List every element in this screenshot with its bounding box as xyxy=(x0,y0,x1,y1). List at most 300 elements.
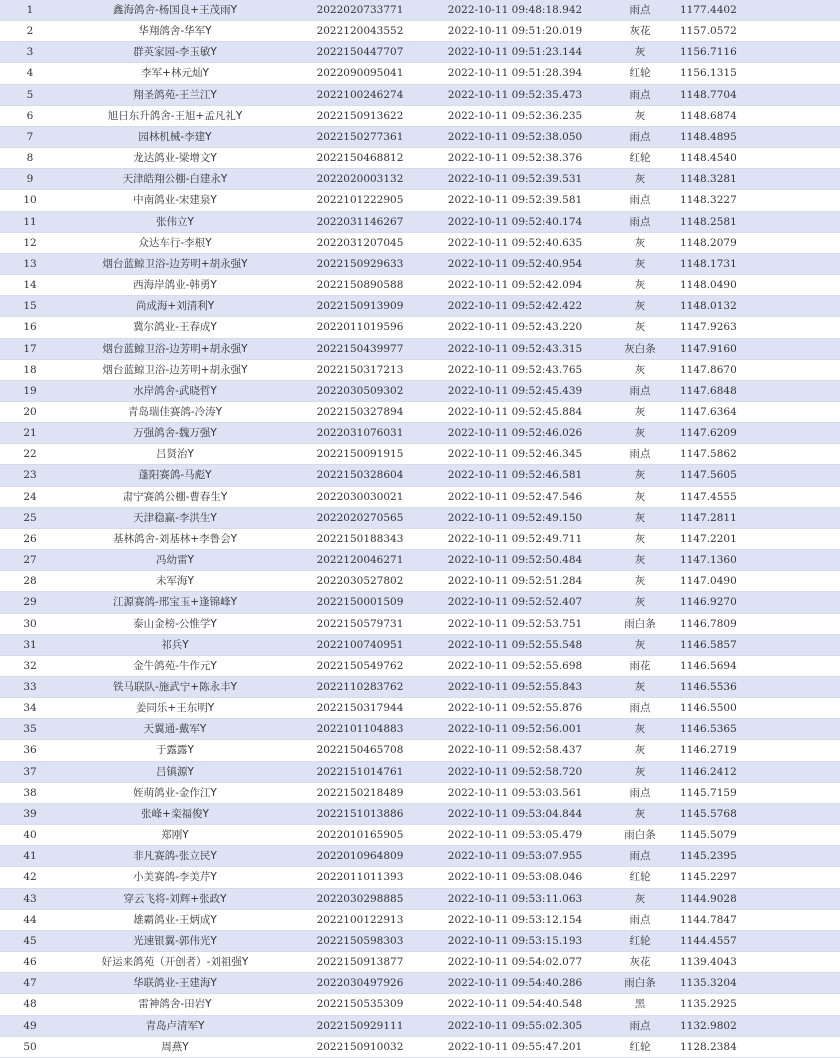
table-row xyxy=(0,148,840,169)
owner-name-cell: 万强鸽舍-魏万强Y xyxy=(60,423,290,444)
owner-name-cell: 好运来鸽苑（开创者）-刘祖强Y xyxy=(60,952,290,973)
owner-name-cell: 龙达鸽业-梁增文Y xyxy=(60,148,290,169)
rank-cell: 6 xyxy=(0,105,60,126)
owner-name-cell: 水岸鸽舍-武晓哲Y xyxy=(60,380,290,401)
ring-number-cell: 2022020733771 xyxy=(290,0,430,21)
rank-cell: 27 xyxy=(0,550,60,571)
ring-number-cell: 2022150913622 xyxy=(290,105,430,126)
feather-color-cell: 灰 xyxy=(600,359,680,380)
arrival-time-cell: 2022-10-11 09:53:07.955 xyxy=(430,846,600,867)
speed-cell: 1145.7159 xyxy=(680,782,840,803)
feather-color-cell: 雨点 xyxy=(600,698,680,719)
table-row xyxy=(0,190,840,211)
speed-cell: 1147.8670 xyxy=(680,359,840,380)
arrival-time-cell: 2022-10-11 09:52:46.345 xyxy=(430,444,600,465)
owner-name-cell: 吕镇源Y xyxy=(60,761,290,782)
ring-number-cell: 2022031146267 xyxy=(290,211,430,232)
rank-cell: 48 xyxy=(0,994,60,1015)
rank-cell: 2 xyxy=(0,21,60,42)
arrival-time-cell: 2022-10-11 09:52:43.315 xyxy=(430,338,600,359)
feather-color-cell: 灰 xyxy=(600,232,680,253)
feather-color-cell: 灰 xyxy=(600,803,680,824)
feather-color-cell: 灰 xyxy=(600,528,680,549)
rank-cell: 14 xyxy=(0,275,60,296)
ring-number-cell: 2022150913909 xyxy=(290,296,430,317)
rank-cell: 10 xyxy=(0,190,60,211)
arrival-time-cell: 2022-10-11 09:52:40.954 xyxy=(430,253,600,274)
feather-color-cell: 红轮 xyxy=(600,63,680,84)
speed-cell: 1147.9160 xyxy=(680,338,840,359)
speed-cell: 1135.3204 xyxy=(680,973,840,994)
speed-cell: 1147.6209 xyxy=(680,423,840,444)
owner-name-cell: 雷神鸽舍-田岩Y xyxy=(60,994,290,1015)
speed-cell: 1148.3281 xyxy=(680,169,840,190)
rank-cell: 25 xyxy=(0,507,60,528)
rank-cell: 3 xyxy=(0,42,60,63)
arrival-time-cell: 2022-10-11 09:52:51.284 xyxy=(430,571,600,592)
table-row xyxy=(0,655,840,676)
rank-cell: 20 xyxy=(0,401,60,422)
table-row xyxy=(0,952,840,973)
ring-number-cell: 2022150929633 xyxy=(290,253,430,274)
table-row xyxy=(0,698,840,719)
owner-name-cell: 吕贤治Y xyxy=(60,444,290,465)
arrival-time-cell: 2022-10-11 09:53:15.193 xyxy=(430,930,600,951)
ring-number-cell: 2022150001509 xyxy=(290,592,430,613)
rank-cell: 49 xyxy=(0,1015,60,1036)
table-row xyxy=(0,761,840,782)
feather-color-cell: 雨点 xyxy=(600,0,680,21)
arrival-time-cell: 2022-10-11 09:52:38.050 xyxy=(430,126,600,147)
feather-color-cell: 雨点 xyxy=(600,84,680,105)
owner-name-cell: 祁兵Y xyxy=(60,634,290,655)
owner-name-cell: 青岛瑞佳赛鸽-冷涛Y xyxy=(60,401,290,422)
rank-cell: 50 xyxy=(0,1036,60,1057)
table-row xyxy=(0,401,840,422)
speed-cell: 1147.6848 xyxy=(680,380,840,401)
arrival-time-cell: 2022-10-11 09:52:55.548 xyxy=(430,634,600,655)
feather-color-cell: 黑 xyxy=(600,994,680,1015)
ring-number-cell: 2022110283762 xyxy=(290,677,430,698)
arrival-time-cell: 2022-10-11 09:51:23.144 xyxy=(430,42,600,63)
feather-color-cell: 雨点 xyxy=(600,1015,680,1036)
arrival-time-cell: 2022-10-11 09:52:52.407 xyxy=(430,592,600,613)
table-row xyxy=(0,803,840,824)
feather-color-cell: 雨点 xyxy=(600,444,680,465)
owner-name-cell: 冯幼雷Y xyxy=(60,550,290,571)
table-row xyxy=(0,253,840,274)
arrival-time-cell: 2022-10-11 09:52:36.235 xyxy=(430,105,600,126)
feather-color-cell: 灰 xyxy=(600,507,680,528)
arrival-time-cell: 2022-10-11 09:51:28.394 xyxy=(430,63,600,84)
ring-number-cell: 2022120043552 xyxy=(290,21,430,42)
feather-color-cell: 灰 xyxy=(600,105,680,126)
owner-name-cell: 张伟立Y xyxy=(60,211,290,232)
speed-cell: 1146.5694 xyxy=(680,655,840,676)
speed-cell: 1145.5079 xyxy=(680,825,840,846)
arrival-time-cell: 2022-10-11 09:52:49.711 xyxy=(430,528,600,549)
rank-cell: 43 xyxy=(0,888,60,909)
speed-cell: 1128.2384 xyxy=(680,1036,840,1057)
ring-number-cell: 2022150913877 xyxy=(290,952,430,973)
table-row xyxy=(0,740,840,761)
feather-color-cell: 雨点 xyxy=(600,211,680,232)
arrival-time-cell: 2022-10-11 09:53:11.063 xyxy=(430,888,600,909)
feather-color-cell: 灰 xyxy=(600,719,680,740)
table-row xyxy=(0,1036,840,1057)
table-row xyxy=(0,84,840,105)
owner-name-cell: 李军+林元灿Y xyxy=(60,63,290,84)
speed-cell: 1146.5500 xyxy=(680,698,840,719)
arrival-time-cell: 2022-10-11 09:54:40.548 xyxy=(430,994,600,1015)
speed-cell: 1144.7847 xyxy=(680,909,840,930)
owner-name-cell: 基林鸽舍-刘基林+李鲁会Y xyxy=(60,528,290,549)
owner-name-cell: 江源赛鸽-邢宝玉+逢锦峰Y xyxy=(60,592,290,613)
speed-cell: 1146.5857 xyxy=(680,634,840,655)
ring-number-cell: 2022030509302 xyxy=(290,380,430,401)
arrival-time-cell: 2022-10-11 09:52:42.422 xyxy=(430,296,600,317)
speed-cell: 1147.2811 xyxy=(680,507,840,528)
speed-cell: 1146.9270 xyxy=(680,592,840,613)
table-row xyxy=(0,909,840,930)
ring-number-cell: 2022151014761 xyxy=(290,761,430,782)
feather-color-cell: 雨白条 xyxy=(600,825,680,846)
table-row xyxy=(0,359,840,380)
ring-number-cell: 2022030497926 xyxy=(290,973,430,994)
rank-cell: 5 xyxy=(0,84,60,105)
table-row xyxy=(0,21,840,42)
ring-number-cell: 2022150579731 xyxy=(290,613,430,634)
feather-color-cell: 红轮 xyxy=(600,148,680,169)
arrival-time-cell: 2022-10-11 09:52:55.698 xyxy=(430,655,600,676)
speed-cell: 1146.2719 xyxy=(680,740,840,761)
speed-cell: 1148.3227 xyxy=(680,190,840,211)
table-row xyxy=(0,169,840,190)
rank-cell: 42 xyxy=(0,867,60,888)
speed-cell: 1148.4895 xyxy=(680,126,840,147)
rank-cell: 15 xyxy=(0,296,60,317)
speed-cell: 1146.5365 xyxy=(680,719,840,740)
rank-cell: 18 xyxy=(0,359,60,380)
ring-number-cell: 2022101104883 xyxy=(290,719,430,740)
speed-cell: 1147.5862 xyxy=(680,444,840,465)
speed-cell: 1147.5605 xyxy=(680,465,840,486)
ring-number-cell: 2022150218489 xyxy=(290,782,430,803)
speed-cell: 1148.0490 xyxy=(680,275,840,296)
owner-name-cell: 未军海Y xyxy=(60,571,290,592)
rank-cell: 28 xyxy=(0,571,60,592)
rank-cell: 40 xyxy=(0,825,60,846)
arrival-time-cell: 2022-10-11 09:51:20.019 xyxy=(430,21,600,42)
feather-color-cell: 灰 xyxy=(600,888,680,909)
ring-number-cell: 2022100122913 xyxy=(290,909,430,930)
table-row xyxy=(0,867,840,888)
rank-cell: 41 xyxy=(0,846,60,867)
ring-number-cell: 2022150890588 xyxy=(290,275,430,296)
ring-number-cell: 2022031207045 xyxy=(290,232,430,253)
ring-number-cell: 2022010964809 xyxy=(290,846,430,867)
speed-cell: 1147.9263 xyxy=(680,317,840,338)
owner-name-cell: 中南鸽业-宋建泉Y xyxy=(60,190,290,211)
owner-name-cell: 群英家园-李玉敏Y xyxy=(60,42,290,63)
table-row xyxy=(0,825,840,846)
table-row xyxy=(0,719,840,740)
arrival-time-cell: 2022-10-11 09:53:08.046 xyxy=(430,867,600,888)
table-row xyxy=(0,592,840,613)
ring-number-cell: 2022010165905 xyxy=(290,825,430,846)
ring-number-cell: 2022150091915 xyxy=(290,444,430,465)
speed-cell: 1148.1731 xyxy=(680,253,840,274)
table-row xyxy=(0,380,840,401)
arrival-time-cell: 2022-10-11 09:52:58.720 xyxy=(430,761,600,782)
owner-name-cell: 穿云飞将-刘辉+张政Y xyxy=(60,888,290,909)
owner-name-cell: 天津皓翔公棚-白建永Y xyxy=(60,169,290,190)
feather-color-cell: 雨白条 xyxy=(600,613,680,634)
feather-color-cell: 雨点 xyxy=(600,782,680,803)
rank-cell: 36 xyxy=(0,740,60,761)
owner-name-cell: 铁马联队-施武宁+陈永丰Y xyxy=(60,677,290,698)
table-row xyxy=(0,550,840,571)
arrival-time-cell: 2022-10-11 09:53:03.561 xyxy=(430,782,600,803)
ring-number-cell: 2022150188343 xyxy=(290,528,430,549)
owner-name-cell: 众达车行-李根Y xyxy=(60,232,290,253)
arrival-time-cell: 2022-10-11 09:52:47.546 xyxy=(430,486,600,507)
table-row xyxy=(0,571,840,592)
feather-color-cell: 灰 xyxy=(600,296,680,317)
table-row xyxy=(0,338,840,359)
arrival-time-cell: 2022-10-11 09:52:40.174 xyxy=(430,211,600,232)
arrival-time-cell: 2022-10-11 09:52:39.531 xyxy=(430,169,600,190)
arrival-time-cell: 2022-10-11 09:54:02.077 xyxy=(430,952,600,973)
feather-color-cell: 灰 xyxy=(600,761,680,782)
table-row xyxy=(0,423,840,444)
table-row xyxy=(0,888,840,909)
table-row xyxy=(0,317,840,338)
feather-color-cell: 雨点 xyxy=(600,846,680,867)
feather-color-cell: 雨花 xyxy=(600,655,680,676)
owner-name-cell: 郑刚Y xyxy=(60,825,290,846)
owner-name-cell: 园林机械-李建Y xyxy=(60,126,290,147)
feather-color-cell: 灰 xyxy=(600,253,680,274)
ring-number-cell: 2022150468812 xyxy=(290,148,430,169)
feather-color-cell: 灰 xyxy=(600,423,680,444)
arrival-time-cell: 2022-10-11 09:52:58.437 xyxy=(430,740,600,761)
arrival-time-cell: 2022-10-11 09:52:45.439 xyxy=(430,380,600,401)
arrival-time-cell: 2022-10-11 09:52:46.581 xyxy=(430,465,600,486)
rank-cell: 22 xyxy=(0,444,60,465)
ring-number-cell: 2022150277361 xyxy=(290,126,430,147)
owner-name-cell: 蓬阳赛鸽-马彪Y xyxy=(60,465,290,486)
speed-cell: 1135.2925 xyxy=(680,994,840,1015)
table-row xyxy=(0,444,840,465)
speed-cell: 1147.4555 xyxy=(680,486,840,507)
ring-number-cell: 2022150447707 xyxy=(290,42,430,63)
speed-cell: 1148.7704 xyxy=(680,84,840,105)
table-row xyxy=(0,275,840,296)
arrival-time-cell: 2022-10-11 09:55:02.305 xyxy=(430,1015,600,1036)
arrival-time-cell: 2022-10-11 09:52:55.876 xyxy=(430,698,600,719)
ring-number-cell: 2022030030021 xyxy=(290,486,430,507)
feather-color-cell: 灰 xyxy=(600,42,680,63)
table-row xyxy=(0,846,840,867)
ring-number-cell: 2022031076031 xyxy=(290,423,430,444)
arrival-time-cell: 2022-10-11 09:52:50.484 xyxy=(430,550,600,571)
speed-cell: 1144.9028 xyxy=(680,888,840,909)
feather-color-cell: 雨点 xyxy=(600,380,680,401)
arrival-time-cell: 2022-10-11 09:54:40.286 xyxy=(430,973,600,994)
table-row xyxy=(0,486,840,507)
ring-number-cell: 2022150317213 xyxy=(290,359,430,380)
table-row xyxy=(0,634,840,655)
table-row xyxy=(0,105,840,126)
arrival-time-cell: 2022-10-11 09:52:46.026 xyxy=(430,423,600,444)
arrival-time-cell: 2022-10-11 09:52:45.884 xyxy=(430,401,600,422)
arrival-time-cell: 2022-10-11 09:55:47.201 xyxy=(430,1036,600,1057)
ring-number-cell: 2022020270565 xyxy=(290,507,430,528)
speed-cell: 1139.4043 xyxy=(680,952,840,973)
ring-number-cell: 2022100740951 xyxy=(290,634,430,655)
ring-number-cell: 2022150535309 xyxy=(290,994,430,1015)
owner-name-cell: 非凡赛鸽-张立民Y xyxy=(60,846,290,867)
table-row xyxy=(0,42,840,63)
rank-cell: 39 xyxy=(0,803,60,824)
ring-number-cell: 2022150549762 xyxy=(290,655,430,676)
feather-color-cell: 雨点 xyxy=(600,190,680,211)
speed-cell: 1147.0490 xyxy=(680,571,840,592)
rank-cell: 16 xyxy=(0,317,60,338)
speed-cell: 1145.2395 xyxy=(680,846,840,867)
owner-name-cell: 姪萌鸽业-金作江Y xyxy=(60,782,290,803)
rank-cell: 13 xyxy=(0,253,60,274)
rank-cell: 35 xyxy=(0,719,60,740)
rank-cell: 9 xyxy=(0,169,60,190)
owner-name-cell: 雄霸鸽业-王炳成Y xyxy=(60,909,290,930)
speed-cell: 1156.1315 xyxy=(680,63,840,84)
feather-color-cell: 红轮 xyxy=(600,930,680,951)
rank-cell: 29 xyxy=(0,592,60,613)
table-row xyxy=(0,296,840,317)
rank-cell: 45 xyxy=(0,930,60,951)
speed-cell: 1157.0572 xyxy=(680,21,840,42)
arrival-time-cell: 2022-10-11 09:52:38.376 xyxy=(430,148,600,169)
rank-cell: 32 xyxy=(0,655,60,676)
feather-color-cell: 雨点 xyxy=(600,909,680,930)
speed-cell: 1148.4540 xyxy=(680,148,840,169)
owner-name-cell: 姜同乐+王东明Y xyxy=(60,698,290,719)
table-row xyxy=(0,930,840,951)
ring-number-cell: 2022151013886 xyxy=(290,803,430,824)
feather-color-cell: 灰花 xyxy=(600,952,680,973)
rank-cell: 12 xyxy=(0,232,60,253)
ring-number-cell: 2022011011393 xyxy=(290,867,430,888)
feather-color-cell: 红轮 xyxy=(600,867,680,888)
rank-cell: 44 xyxy=(0,909,60,930)
speed-cell: 1146.5536 xyxy=(680,677,840,698)
table-row xyxy=(0,1015,840,1036)
speed-cell: 1145.5768 xyxy=(680,803,840,824)
feather-color-cell: 灰花 xyxy=(600,21,680,42)
arrival-time-cell: 2022-10-11 09:52:43.220 xyxy=(430,317,600,338)
feather-color-cell: 灰 xyxy=(600,592,680,613)
speed-cell: 1146.7809 xyxy=(680,613,840,634)
speed-cell: 1132.9802 xyxy=(680,1015,840,1036)
feather-color-cell: 灰白条 xyxy=(600,338,680,359)
arrival-time-cell: 2022-10-11 09:52:39.581 xyxy=(430,190,600,211)
table-row xyxy=(0,0,840,21)
table-row xyxy=(0,994,840,1015)
owner-name-cell: 金牛鸽苑-牛作元Y xyxy=(60,655,290,676)
ring-number-cell: 2022150465708 xyxy=(290,740,430,761)
arrival-time-cell: 2022-10-11 09:48:18.942 xyxy=(430,0,600,21)
feather-color-cell: 灰 xyxy=(600,571,680,592)
arrival-time-cell: 2022-10-11 09:53:12.154 xyxy=(430,909,600,930)
ring-number-cell: 2022150929111 xyxy=(290,1015,430,1036)
feather-color-cell: 灰 xyxy=(600,634,680,655)
table-row xyxy=(0,528,840,549)
ring-number-cell: 2022030298885 xyxy=(290,888,430,909)
owner-name-cell: 张峰+栾福俊Y xyxy=(60,803,290,824)
owner-name-cell: 华翔鸽舍-华军Y xyxy=(60,21,290,42)
owner-name-cell: 天津稳赢-李洪生Y xyxy=(60,507,290,528)
ring-number-cell: 2022101222905 xyxy=(290,190,430,211)
rank-cell: 21 xyxy=(0,423,60,444)
rank-cell: 26 xyxy=(0,528,60,549)
ring-number-cell: 2022150439977 xyxy=(290,338,430,359)
rank-cell: 19 xyxy=(0,380,60,401)
owner-name-cell: 肃宁赛鸽公棚-曹春生Y xyxy=(60,486,290,507)
owner-name-cell: 青岛卢清军Y xyxy=(60,1015,290,1036)
arrival-time-cell: 2022-10-11 09:53:05.479 xyxy=(430,825,600,846)
arrival-time-cell: 2022-10-11 09:52:53.751 xyxy=(430,613,600,634)
ring-number-cell: 2022150910032 xyxy=(290,1036,430,1057)
rank-cell: 24 xyxy=(0,486,60,507)
arrival-time-cell: 2022-10-11 09:53:04.844 xyxy=(430,803,600,824)
owner-name-cell: 尚成海+刘清利Y xyxy=(60,296,290,317)
feather-color-cell: 灰 xyxy=(600,169,680,190)
arrival-time-cell: 2022-10-11 09:52:43.765 xyxy=(430,359,600,380)
rank-cell: 46 xyxy=(0,952,60,973)
ring-number-cell: 2022150598303 xyxy=(290,930,430,951)
feather-color-cell: 红轮 xyxy=(600,1036,680,1057)
arrival-time-cell: 2022-10-11 09:52:35.473 xyxy=(430,84,600,105)
rank-cell: 7 xyxy=(0,126,60,147)
owner-name-cell: 天翼通-戴军Y xyxy=(60,719,290,740)
table-row xyxy=(0,126,840,147)
owner-name-cell: 翔圣鸽苑-王兰江Y xyxy=(60,84,290,105)
table-row xyxy=(0,63,840,84)
owner-name-cell: 泰山金榜-公惟学Y xyxy=(60,613,290,634)
table-row xyxy=(0,613,840,634)
table-row xyxy=(0,232,840,253)
owner-name-cell: 小美赛鸽-李美芹Y xyxy=(60,867,290,888)
speed-cell: 1148.2581 xyxy=(680,211,840,232)
table-row xyxy=(0,507,840,528)
ring-number-cell: 2022090095041 xyxy=(290,63,430,84)
feather-color-cell: 灰 xyxy=(600,275,680,296)
arrival-time-cell: 2022-10-11 09:52:55.843 xyxy=(430,677,600,698)
table-row xyxy=(0,973,840,994)
rank-cell: 23 xyxy=(0,465,60,486)
arrival-time-cell: 2022-10-11 09:52:42.094 xyxy=(430,275,600,296)
arrival-time-cell: 2022-10-11 09:52:49.150 xyxy=(430,507,600,528)
table-row xyxy=(0,782,840,803)
rank-cell: 17 xyxy=(0,338,60,359)
ring-number-cell: 2022020003132 xyxy=(290,169,430,190)
feather-color-cell: 雨白条 xyxy=(600,973,680,994)
rank-cell: 38 xyxy=(0,782,60,803)
owner-name-cell: 鑫海鸽舍-杨国良+王茂雨Y xyxy=(60,0,290,21)
ring-number-cell: 2022150327894 xyxy=(290,401,430,422)
